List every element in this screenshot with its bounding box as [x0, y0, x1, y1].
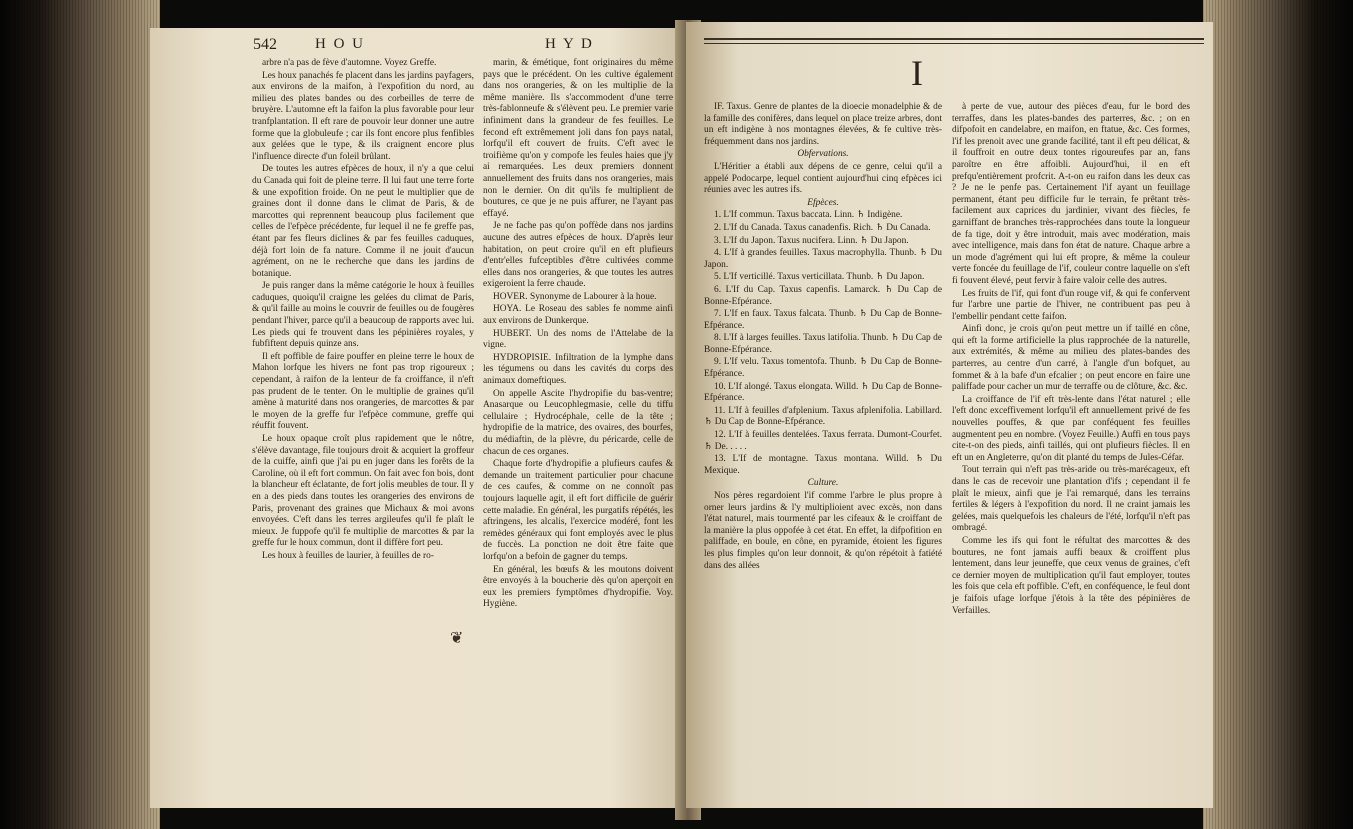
paragraph: 12. L'If à feuilles dentelées. Taxus ferrata. Dumont-Courfet. ♄ De. . . . . [704, 430, 942, 452]
paragraph: Je puis ranger dans la même catégorie le houx à feuilles caduques, quoiqu'il craigne les gelées du climat de Paris, & qu'il faille au moins le couvrir de feuilles ou de fougères pendant l'hiver, parce qu'il a beaucoup de rapports avec lui. Les pieds qui fe trouvent dans les pépinières royales, y fubfiftent depuis quinze ans. [252, 281, 474, 350]
paragraph: Les houx à feuilles de laurier, à feuilles de ro- [262, 550, 434, 561]
paragraph: Tout terrain qui n'eft pas très-aride ou très-marécageux, eft dans le cas de recevoir une plantation d'ifs ; cependant il fe plaît le mieux, ainfi que je l'ai remarqué, dans les terrains fertiles & légers à l'expofition du nord. Il ne craint jamais les gelées, mais quelquefois les chaleurs de l'été, lorfqu'il n'eft pas ombragé. [952, 465, 1190, 534]
paragraph: 10. L'If alongé. Taxus elongata. Willd. ♄ Du Cap de Bonne-Efpérance. [704, 381, 942, 404]
top-rule-thin [704, 43, 1204, 44]
paragraph: 5. L'If verticillé. Taxus verticillata. Thunb. ♄ Du Japon. [714, 272, 925, 283]
paragraph: 4. L'If à grandes feuilles. Taxus macrophylla. Thunb. ♄ Du Japon. [704, 248, 942, 270]
paragraph: Les fruits de l'if, qui font d'un rouge vif, & qui fe confervent fur l'arbre une partie de l'hiver, ne contribuent pas peu à l'embellir pendant cette faifon. [952, 288, 1190, 322]
paragraph: En général, les bœufs & les moutons doivent être envoyés à la boucherie dès qu'on aperçoit en eux les premiers fymptômes d'hydropifie. Voy. Hygiène. [483, 564, 673, 610]
paragraph: Il eft poffible de faire pouffer en pleine terre le houx de Mahon lorfque les hivers ne font pas trop rigoureux ; cependant, à raifon de la lenteur de fa croiffance, il n'eft pas prudent de le tenter. On le multiplie de graines qu'il amène à maturité dans nos orangeries, de marcottes & par le moyen de la greffe fur l'efpèce commune, greffe qui réuffit fouvent. [252, 351, 474, 432]
fleuron-ornament: ❦ [450, 628, 464, 647]
left-page [150, 28, 690, 808]
paragraph: à perte de vue, autour des pièces d'eau, fur le bord des terraffes, dans les plates-bandes des parterres, &c. ; on en difpofoit en candelabre, en maifon, en ftatue, &c. Ces formes, l'if les prenoit avec une grande facilité, tant il eft peu délicat, & il fouffroit en outre deux tontes rigoureufes par an, fans paroître en être affoibli. Aujourd'hui, il en eft prefqu'entièrement profcrit. A-t-on eu raifon dans les deux cas ? Je ne le penfe pas. Certainement l'if ayant un feuillage permanent, étant peu difficile fur le terrain, fe prêtant très-facilement aux caprices du jardinier, vivant des fiècles, fe garniffant de branches très-rapprochées dans toute la longueur de fa tige, doit y être introduit, mais avec modération, mais avec intelligence, mais dans fon état de nature. Chaque arbre a un mode d'agrément qui lui eft propre, & même la couleur verte foncée du feuillage de l'if, couleur contre laquelle on s'eft fi fouvent élevé, peut fervir à faire valoir celle des autres. [952, 102, 1190, 286]
paragraph: Le houx opaque croît plus rapidement que le nôtre, s'élève davantage, file toujours droit & acquiert la groffeur de la cuiffe, ainfi que j'ai pu en juger dans les forêts de la Caroline, où il eft fort commun. On fait avec fon bois, dont la blancheur eft éclatante, de fort jolis meubles de tour. Il y en a des pieds dans toutes les orangeries des environs de Paris, provenant des graines que Michaux & moi avons envoyées. C'eft dans les terres argileufes qu'il fe plaît le mieux. Je fuppofe qu'il fe multiplie de marcottes & par la greffe fur le houx commun, dont il diffère fort peu. [252, 434, 474, 549]
paragraph: HOYA. Le Roseau des sables fe nomme ainfi aux environs de Dunkerque. [483, 304, 673, 327]
paragraph: HOVER. Synonyme de Labourer à la houe. [493, 291, 657, 302]
paragraph: 8. L'If à larges feuilles. Taxus latifolia. Thunb. ♄ Du Cap de Bonne-Efpérance. [704, 333, 942, 355]
top-rule [704, 38, 1204, 40]
paragraph: La croiffance de l'if eft très-lente dans l'état naturel ; elle l'eft donc exceffivement lorfqu'il eft annuellement privé de fes nouvelles pouffes, & que par conféquent fes feuilles augmentent peu en nombre. (Voyez Feuille.) Auffi en tous pays cite-t-on des pieds, ainfi taillés, qui ont plufieurs fiècles. Il en eft un en Angleterre, qu'on dit planté du temps de Jules-Céfar. [952, 394, 1190, 463]
paragraph: marin, & émétique, font originaires du même pays que le précédent. On les cultive également dans nos orangeries, & on les multiplie de la même manière. Ils s'accommodent d'une terre très-fablonneufe & s'élèvent peu. Le premier varie infiniment dans la grandeur de fes feuilles. Le fecond eft extrêmement joli dans fon pays natal, lorfqu'il eft couvert de fruits. C'eft avec le troifième qu'on y compofe les feules haies que j'y ai remarquées. Les deux premiers donnent annuellement des fruits dans nos orangeries, mais non le dernier. On dit qu'ils fe multiplient de boutures, ce que je ne puis affurer, ne l'ayant pas effayé. [483, 58, 673, 219]
paragraph: L'Héritier a établi aux dépens de ce genre, celui qu'il a appelé Podocarpe, lequel contient aujourd'hui cinq efpèces ici réunies avec les autres ifs. [704, 161, 942, 196]
right-column-2 [952, 102, 1190, 618]
paragraph: HUBERT. Un des noms de l'Attelabe de la vigne. [483, 328, 673, 351]
running-header-left: H O U [315, 36, 365, 52]
paragraph: 7. L'If en faux. Taxus falcata. Thunb. ♄ Du Cap de Bonne-Efpérance. [704, 309, 942, 331]
paragraph: Comme les ifs qui font le réfultat des marcottes & des boutures, ne font jamais auffi beaux & croiffent plus lentement, dans leur jeuneffe, que ceux venus de graines, c'eft ce dernier moyen de multiplication qu'il faut employer, toutes les fois que cela eft poffible. C'eft, en conféquence, le feul dont je faifois ufage lorfque j'étois à la tête des pépinières de Verfailles. [952, 535, 1190, 616]
paragraph: Culture. [807, 478, 839, 489]
paragraph: Je ne fache pas qu'on poffède dans nos jardins aucune des autres efpèces de houx. D'après leur habitation, on peut croire qu'il en eft plufieurs d'entr'elles fufceptibles d'être cultivées comme elles dans nos orangeries, & que toutes les autres exigeroient la ferre chaude. [483, 221, 673, 290]
left-column-2 [483, 58, 673, 612]
paragraph: Efpèces. [807, 197, 839, 208]
paragraph: 11. L'If à feuilles d'afplenium. Taxus afplenifolia. Labillard. ♄ Du Cap de Bonne-Efpérance. [704, 405, 942, 428]
right-page-edges [1203, 0, 1353, 829]
right-page [686, 22, 1213, 808]
paragraph: 2. L'If du Canada. Taxus canadenfis. Rich. ♄ Du Canada. [714, 222, 931, 233]
paragraph: 9. L'If velu. Taxus tomentofa. Thunb. ♄ Du Cap de Bonne-Efpérance. [704, 357, 942, 380]
paragraph: arbre n'a pas de fève d'automne. Voyez Greffe. [262, 58, 437, 68]
left-column-1 [252, 58, 474, 564]
paragraph: 6. L'If du Cap. Taxus capenfis. Lamarck. ♄ Du Cap de Bonne-Efpérance. [704, 284, 942, 307]
paragraph: Nos pères regardoient l'if comme l'arbre le plus propre à orner leurs jardins & l'y multiplioient avec excès, non dans l'état naturel, mais tourmenté par les cifeaux & le croiffant de la manière la plus oppofée à cet état. En effet, la difpofition en paliffade, en boule, en cône, en pyramide, étoient les figures les plus fimples qu'on leur donnoit, & qu'on répétoit à fatiété dans des allées [704, 491, 942, 571]
paragraph: 1. L'If commun. Taxus baccata. Linn. ♄ Indigène. [714, 210, 903, 221]
right-column-1 [704, 102, 942, 573]
paragraph: Les houx panachés fe placent dans les jardins payfagers, aux environs de la maifon, à l'expofition du nord, au milieu des plates bandes ou des corbeilles de terre de bruyère. L'automne eft la faifon la plus favorable pour leur tranfplantation. Il eft rare de pouvoir leur donner une autre forme que la globuleufe ; car ils font encore plus fenfibles aux gelées que le type, & ils craignent encore plus l'influence directe d'un foleil brûlant. [252, 70, 474, 162]
page-number: 542 [253, 36, 277, 53]
paragraph: Obfervations. [797, 149, 849, 160]
paragraph: De toutes les autres efpèces de houx, il n'y a que celui du Canada qui foit de pleine terre. Il lui faut une terre forte & une expofition froide. On ne peut le multiplier que de graines dont il donne dans le climat de Paris, & de marcottes qui reprennent beaucoup plus facilement que celles de l'efpèce précédente, fur lequel il ne fe greffe pas, étant par fes fleurs diclines & par fes feuilles caduques, déjà fort loin de fa nature. Comme il ne jouit d'aucun agrément, on ne le recherche que dans les jardins de botanique. [252, 164, 474, 279]
paragraph: Ainfi donc, je crois qu'on peut mettre un if taillé en cône, qui eft la forme artificielle la plus rapprochée de la naturelle, aux extrémités, & même au milieu des plates-bandes des parterres, au centre d'un carré, à l'angle d'un bofquet, au fommet & à la bafe d'un efcalier ; on peut encore en faire une paliffade pour cacher un mur de terraffe ou de clôture, &c. &c. [952, 324, 1190, 393]
paragraph: 3. L'If du Japon. Taxus nucifera. Linn. ♄ Du Japon. [714, 235, 909, 246]
paragraph: HYDROPISIE. Infiltration de la lymphe dans les tégumens ou dans les cavités du corps des animaux domeftiques. [483, 352, 673, 387]
paragraph: On appelle Ascite l'hydropifie du bas-ventre; Anasarque ou Leucophlegmasie, celle du tiffu cellulaire ; Hydrocéphale, celle de la tête ; hydropifie de la matrice, des ovaires, des bourfes, du médiaftin, de la plèvre, du péricarde, celle de chacun de ces organes. [483, 388, 673, 457]
section-letter: I [911, 53, 923, 93]
paragraph: Chaque forte d'hydropifie a plufieurs caufes & demande un traitement particulier pour chacune de ces caufes, & comme on ne connoît pas toujours laquelle agit, il eft fort difficile de guérir cette maladie. En général, les purgatifs répétés, les aftringens, les alcalis, l'exercice modéré, font les remèdes généraux qui font employés avec le plus de fuccès. La ponction ne doit être faite que lorfqu'on a befoin de gagner du temps. [483, 459, 673, 562]
left-page-edges [0, 0, 160, 829]
paragraph: 13. L'If de montagne. Taxus montana. Willd. ♄ Du Mexique. [704, 454, 942, 476]
paragraph: IF. Taxus. Genre de plantes de la dioecie monadelphie & de la famille des conifères, dans lequel on place treize arbres, dont un eft indigène à nos montagnes élevées, & fe cultive très-fréquemment dans nos jardins. [704, 102, 942, 147]
running-header-right: H Y D [545, 36, 594, 52]
